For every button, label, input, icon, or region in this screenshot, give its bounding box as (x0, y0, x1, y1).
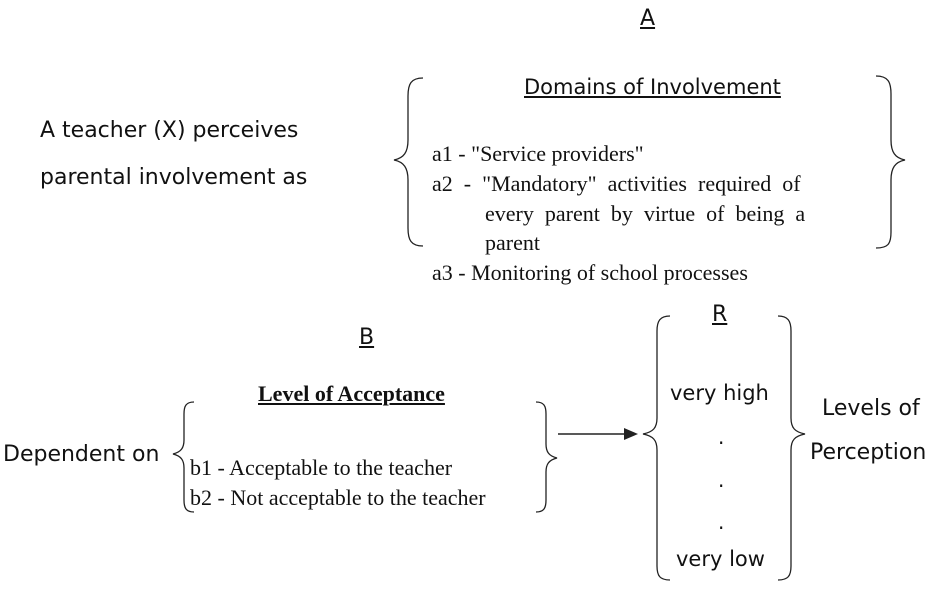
item-a3: a3 - Monitoring of school processes (432, 260, 748, 285)
item-b2: b2 - Not acceptable to the teacher (190, 485, 486, 510)
item-a2-line1: a2 - "Mandatory" activities required of (432, 171, 801, 196)
levels-label-line-1: Levels of (822, 396, 920, 421)
brace-b-right (536, 402, 557, 512)
brace-r-right (778, 316, 805, 580)
arrow-head (624, 428, 638, 440)
levels-label-line-2: Perception (810, 440, 927, 465)
scale-bottom-label: very low (676, 547, 765, 571)
section-b-letter: B (359, 325, 375, 350)
scale-top-label: very high (670, 381, 769, 405)
brace-a-left (394, 78, 423, 246)
acceptance-title: Level of Acceptance (258, 381, 445, 406)
scale-dot-1: . (718, 425, 725, 449)
intro-line-1: A teacher (X) perceives (40, 118, 299, 143)
item-b1: b1 - Acceptable to the teacher (190, 455, 453, 480)
brace-r-left (643, 316, 670, 580)
section-a-letter: A (640, 6, 656, 31)
section-r-letter: R (712, 302, 728, 327)
brace-a-right (876, 76, 905, 248)
intro-line-2: parental involvement as (40, 165, 308, 190)
scale-dot-2: . (718, 468, 725, 492)
scale-dot-3: . (718, 510, 725, 534)
item-a1: a1 - "Service providers" (432, 141, 644, 166)
dependent-on-label: Dependent on (3, 442, 160, 467)
item-a2-line3: parent (485, 230, 540, 255)
item-a2-line2: every parent by virtue of being a (485, 201, 806, 226)
domains-title: Domains of Involvement (524, 75, 781, 99)
